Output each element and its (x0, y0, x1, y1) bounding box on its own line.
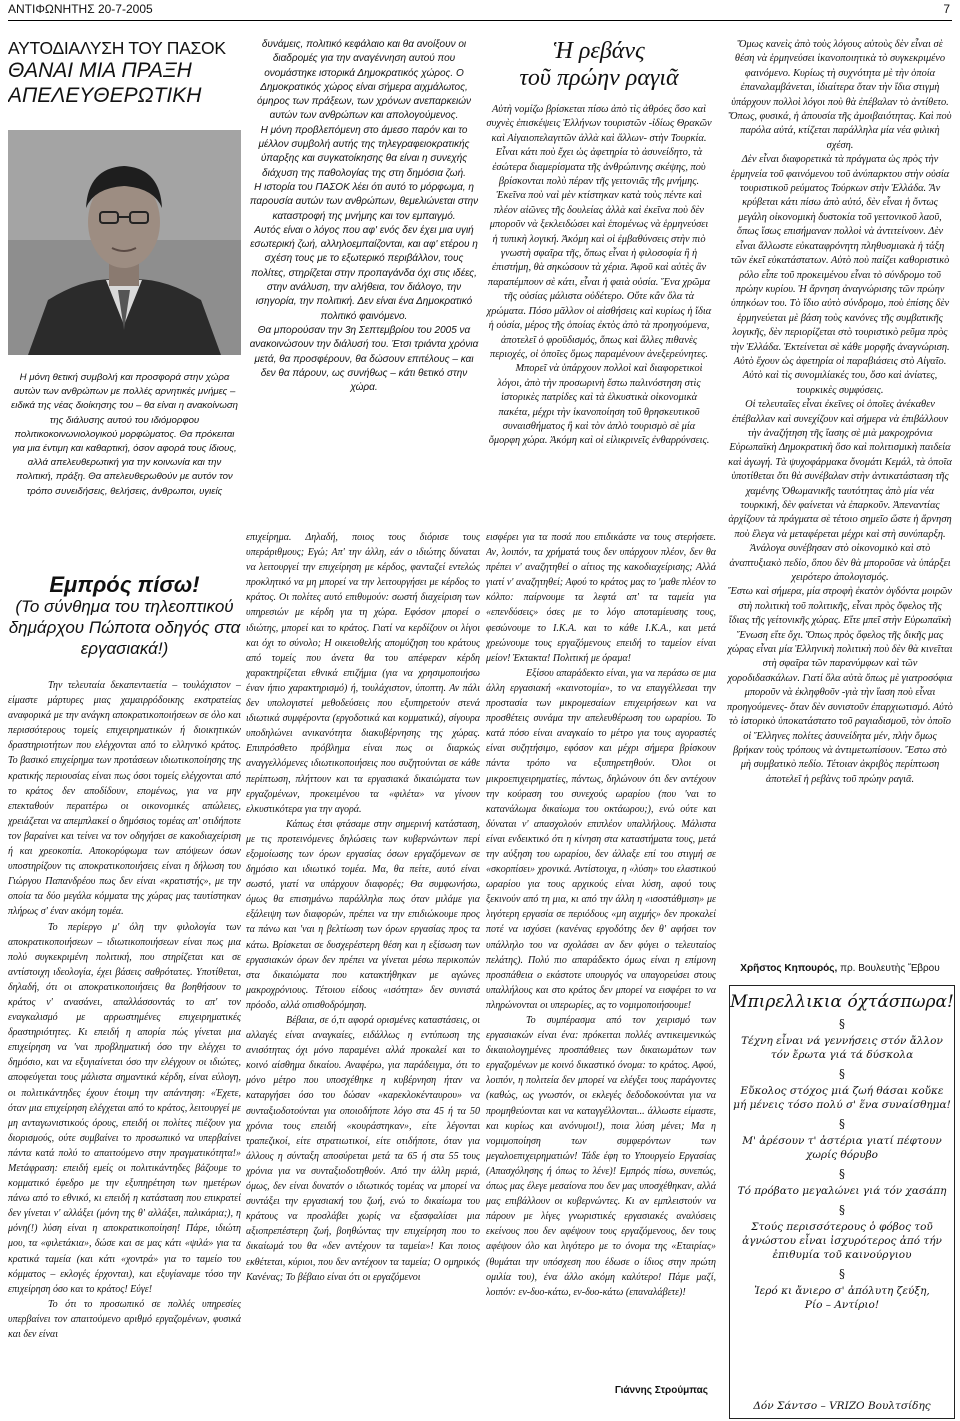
column-1 (8, 38, 241, 1418)
page-number: 7 (943, 2, 950, 16)
aphorism-line: Ρίο – Αντίριο! (804, 1299, 880, 1311)
aphorisms-author: Δόν Σάντσο – VRIZO Βουλτσίδης (753, 1400, 931, 1412)
aphorism-line: Ἱερό κι ἄνιερο σ' ἀπόλυτη ζεύξη, (754, 1285, 930, 1297)
article-2-column-3 (486, 530, 716, 1390)
paragraph: εισφέρει για τα ποσά που επιδικάστε να τους στερήσετε. Αν, λοιπόν, τα χρήματά τους δεν υπάρχουν πλέον, δεν θα πρέπει ν' αναζητηθεί ο αίτιος της κακοδιαχείρισης; Αλλά γιατί ν' αναζητηθεί; Αφού το κράτος μας το 'μαθε πλέον το κόλπο: παίρνουμε τα λεφτά απ' τα ταμεία για «επενδύσεις» όσες με το λόγο αποταμίευσης τους, φεσώνουμε το Ι.Κ.Α. και το κάθε Ι.Κ.Α., και μετά χρεώνουμε τους εργαζόμενους επειδή το ταμείον είναι μείον! Έκτακτα! Πολιτική με όραμα! (486, 532, 716, 664)
paragraph: Η ιστορία του ΠΑΣΟΚ λέει ότι αυτό το μόρφωμα, η παρουσία αυτών των ανθρώπων, θεμελιώνεται στην καταστροφή της μνήμης και τον εμπαιγμό. (249, 181, 479, 222)
paragraph: Κάπως έτσι φτάσαμε στην σημερινή κατάσταση, με τις προτεινόμενες δηλώσεις των κυβερνώντων περί εξομοίωσης των όρων εργασίας όσων εργαζόμενων σε δημόσιο και ιδιωτικό τομέα. Μα, θα πείτε, αυτό είναι σωστό, γιατί να υπάρχουν διαφορές; Θα συμφωνήσω, όμως θα επισημάνω παράλληλα πως όταν μιλάμε για εξάλειψη των διαφορών, πρέπει να την επιδιώκουμε προς τα πάνω και 'ναι η βελτίωση των όρων εργασίας προς τα κάτω. Βρίσκεται σε δυσχερέστερη θέση και η εξίσωση των εργασιακών όρων δεν πρέπει να γίνεται μέσω περικοπών στα δικαιώματα που κατακτήθηκαν με αγώνες μακροχρόνιους. Τέτοιου είδους «ισότητα» δεν συνιστά πρόοδο, αλλά οπισθοδρόμηση. (246, 818, 480, 1011)
paragraph: επιχείρημα. Δηλαδή, ποιος τους διόρισε τους υπεράριθμους; Εγώ; Απ' την άλλη, εάν ο ιδιώτης δύναται να λειτουργεί την επιχείρηση με κέρδος, φανταζεί εντελώς προκλητικό να μη μπορεί να την λειτουργήσει με κέρδος το κράτος. Οι πολίτες αυτό επιθυμούν: σωστή διαχείριση των υπηρεσιών με κέρδη για τη χώρα. Εφόσον μπορεί ο ιδιώτης, μπορεί και το κράτος. Γιατί να κερδίζουν οι λίγοι και όχι το σύνολο; Η οικειοθελής απομύζηση του κράτους από τομείς που άνετα θα του απέφεραν κέρδη χαρακτηρίζεται εθνικά επιζήμια (για να χρησιμοποιήσω έναν ήπιο χαρακτηρισμό) ή, τουλάχιστον, ύποπτη. Αν πάλι δεν υπολογιστεί μεθοδεύσεις που εξυπηρετούν στενά ιδιωτικά συμφέροντα (εργοδοτικά και κομματικά), σίγουρα υποδηλώνει ανικανότητα διακυβέρνησης της χώρας. Επιπρόσθετο πρόβλημα είναι πως οι διαρκώς αναγγελλόμενες ιδιωτικοποιήσεις που συζητούνται σε κάθε περίπτωση, πλήττουν και τα εργασιακά δικαιώματα των εργαζομένων, προκειμένου τα «φιλέτα» να γίνουν ελκυστικότερα για την αγορά. (246, 532, 480, 815)
section-separator: § (839, 1167, 845, 1181)
aphorism-line: μή μένεις τόσο πολύ σ' ἕνα συναίσθημα! (733, 1099, 951, 1111)
paragraph: Την τελευταία δεκαπενταετία – τουλάχιστον – είμαστε μάρτυρες μιας χαμαιρρόδοικης εκστρατείας αναφορικά με την ανάγκη αποκρατικοποιήσεων σε όλο και περισσότερους τομείς επιχειρηματικών ή διοικητικών δραστηριοτήτων που ελέγχονται από το ελληνικό κράτος. Το βασικό επιχείρημα των προτάσεων ιδιωτικοποίησης της κρατικής περιουσίας είναι πως όσοι τομείς ελέγχονται από το κράτος δεν αποδίδουν, επομένως, για να μην επεκταθούν περαιτέρω οι οικονομικές απώλειες, χρειάζεται να απεμπλακεί ο δημόσιος τομέας απ' οτιδήποτε τον βαραίνει και τείνει να τον οδηγήσει σε κακοδιαχείριση ή και χρεοκοπία. Αποκορύφωμα των απόψεων όσων υποστηρίζουν τις αποκρατικοποιήσεις είναι η δήλωση του Γιώργου Παπανδρέου πως δεν είναι «κρατιστής», με την οποία τα δύο μεγάλα κόμματα της χώρας μας ταυτίστηκαν πλήρως σ' έναν ακόμη τομέα. (8, 680, 241, 918)
aphorism-line: Τό πρόβατο μεγαλώνει γιά τόν χασάπη (737, 1185, 947, 1197)
article-title-line-2: ΑΠΕΛΕΥΘΕΡΩΤΙΚΗ (8, 84, 202, 107)
aphorism-line: τόν ἔρωτα γιά τά δύσκολα (770, 1049, 914, 1061)
paragraph: Η μόνη προβλεπόμενη στο άμεσο παρόν και το μέλλον συμβολή αυτής της τηλεγραφειοκρατικής ύπαρξης και συγκατοίκησης θα είναι η συνεχής διάχυση της παθολογίας της στη δημόσια ζωή. (258, 124, 470, 179)
portrait-figure (8, 130, 241, 355)
paragraph: Το περίεργο μ' όλη την φιλολογία των αποκρατικοποιήσεων – ιδιωτικοποιήσεων είναι πως μια πολύ συγκεκριμένη πολιτική, που στηρίζεται και σε αντίστοιχη ιδεολογία, έχει βάσεις σαθρότατες. Υποτίθεται, δηλαδή, ότι οι αποκρατικοποιήσεις θα βοηθήσουν το κράτος ν' ανασάνει, απαλλάσσοντάς το απ' τον εναγκαλισμό με αρρωστημένες επιχειρηματικές δραστηριότητες. Κι επειδή η απορία πώς γίνεται μια επιχείρηση να 'ναι προβληματική όσο την ελέγχει το δημόσιο, και να εξυγιαίνεται όσο την ελέγχουν οι ιδιώτες, αποφεύγεται τους μάλιστα σημαντικά κέρδη, είναι εύλογη, οι πολιτικάντηδες έχουν έτοιμη την απάντηση: «Έχετε, όταν μια επιχείρηση ελέγχεται από το κράτος, λειτουργεί με μη ανταγωνιστικούς όρους, επειδή οι πολίτες πιέζουν για διορισμούς, ούτε συμβαίνει το προσωπικό να υπερβαίνει πάντα κατά πολύ το απαιτούμενο στην πραγματικότητα!» Μετάφραση: επειδή εμείς οι πολιτικάντηδες βάζουμε το κομματικό έφεδρο με την εξυπηρέτηση των ημετέρων πάνω από το εθνικό, κι επειδή η κατάσταση που επικρατεί δεν γίνεται ν' αλλάξει (μόνη της θ' αλλάξει, παλικάρια;), η μόνη(!) λύση είναι η αποκρατικοποίηση! Πάρε, ιδιώτη μου, τα «φιλετάκια», δώσε και σε μας κάτι «ψιλά» για τα κρατικά ταμεία (και κάτι «χοντρά» για το ταμείο του κόμματος – εκλογές έρχονται), και εξυγίαναμε τόσο την επιχείρηση όσο και το κράτος! Εύγε! (8, 921, 241, 1295)
author-photo (8, 130, 241, 355)
paragraph: Οἱ τελευταῖες εἶναι ἐκεῖνες οἱ ὁποῖες ἀνέκαθεν ἐπέβαλλαν καὶ συνεχίζουν καὶ σήμερα νὰ ἐπιβάλλουν τὴν ἀναζήτηση τῆς ἴασης σὲ μιὰ μακροχρόνια Εὐρωπαϊκὴ Δημοκρατικὴ ὅσο καὶ πολιτισμικὴ παιδεία καὶ ἀγωγή. Τὰ ψυχοφάρμακα ὄνομάτι Κεμάλ, τὰ ὁποῖα ὑποτίθεται ὅτι θὰ συνέβαλαν στὴν ἀντικατάσταση τῆς χαμένης Ὀθωμανικῆς ταυτότητας ἀπὸ μία νέα τουρκική, δὲν φαίνεται νὰ ἐπαρκοῦν. Ἀπεναντίας ἀρχίζουν τὰ πράγματα σὲ τέτοιο σημεῖο ὥστε ἡ ἄρνηση ποὺ ἔλεγα νὰ μεταφέρεται μέχρι καὶ στὴ συνύπαρξη. Ἀνάλογα συνέβησαν στὸ οἰκονομικὸ καὶ στὸ ἀναπτυξιακὸ πεδίο, ὅπου δὲν θὰ μποροῦσε νὰ ὑπάρξει χειρότερο ἀπολογισμός. (728, 399, 952, 584)
article-2-body (8, 678, 241, 1418)
article-3-signature (727, 963, 953, 974)
article-3-title-line-1: Ἡ ρεβάνς (553, 38, 645, 64)
paragraph: δυνάμεις, πολιτικό κεφάλαιο και θα ανοίξουν οι διαδρομές για την αναγέννηση αυτού που ονομάστηκε ιστορικά Δημοκρατικός χώρος. Ο Δημοκρατικός χώρος είναι σήμερα αιχμάλωτος, όμηρος των πράξεων, των χρόνων ανεπαρκειών αυτών των ανθρώπων και απολογούμενος. (257, 39, 471, 122)
aphorism-line: ἐπιθυμία τοῦ καινούργιου (772, 1249, 912, 1261)
signature-title: πρ. Βουλευτὴς Ἕβρου (840, 963, 940, 974)
article-2-title: Εμπρός πίσω! (49, 572, 200, 597)
article-3-title-line-2: τοῦ πρώην ραγιᾶ (519, 65, 679, 91)
paragraph: Αυτός είναι ο λόγος που αφ' ενός δεν έχει μια υγιή εσωτερική ζωή, αλληλοεμπαίζονται, και αφ' ετέρου η σχέση τους με το εξωτερικό περιβάλλον, τους πολίτες, στηρίζεται στην προπαγάνδα όχι στις ιδέες, στην ανάλυση, την αλήθεια, τον διάλογο, την ισηγορία, την πολιτική. Δεν είναι ένα Δημοκρατικό πολιτικό φαινόμενο. (250, 224, 478, 322)
paragraph: Αὐτὴ νομίζω βρίσκεται πίσω ἀπὸ τὶς ἀθρόες ὅσο καὶ συχνὲς ἐπισκέψεις Ἑλλήνων τουριστῶν -ἰδίως Θρακῶν καὶ Αἰγαιοπελαγιτῶν ἀλλὰ καὶ ἄλλων- στὴν Τουρκία. Εἶναι κάτι ποὺ ἔχει ὡς ἀφετηρία τὸ ἀσυνείδητο, τὰ ἐσώτερα διαμερίσματα τῆς ἀνθρώπινης σκέψης, ποὺ βρίσκονται πολὺ πέραν τῆς γειτονιᾶς τῆς μνήμης. Ἐκεῖνα ποὺ ναὶ μὲν κτίστηκαν κατὰ τοὺς πέντε καὶ πλέον αἰῶνες τῆς δουλείας ἀλλὰ καὶ ἐκεῖνα ποὺ δὲν μποροῦν νὰ ξεκλειδώσει καὶ ἑπομένως νὰ ἑρμηνεύσει ἡ τυπικὴ λογική. Ἀκόμη καὶ οἱ ἐμβαθύνσεις στὴν πιὸ γνωστὴ σφαῖρα τῆς, ὅπως εἶναι ἡ φιλοσοφία ἢ ἡ ἐπιστήμη, θὰ σηκώσουν τὰ χέρια. Ἀφοῦ καὶ αὐτὲς ἂν παραπέμπουν σὲ κάτι, εἶναι ἡ φαιὰ οὐσία. Ἕνα χρῶμα τῆς οὐσίας μάλιστα οὐδέτερο. Οὔτε κἂν ὅλα τὰ χρώματα. Πόσο μᾶλλον οἱ αἰσθήσεις καὶ κυρίως ἡ ἴδια ἡ οὐσία, μέρος τῆς ὁποίας ἐκτὸς ἀπὸ τὰ προηγούμενα, ἀποτελεῖ ὁ φροϋδισμός, ὅπως καὶ ἄλλες πιθανὲς περιοχές, οἱ ὁποῖες ὅμως παραμένουν ἀνεξερεύνητες. (486, 104, 712, 360)
section-separator: § (839, 1203, 845, 1217)
aphorism-line: χωρίς θόρυβο (805, 1149, 879, 1161)
paragraph: Εξίσου απαράδεκτο είναι, για να περάσω σε μια άλλη εργασιακή «καινοτομία», το να επαγγέλλεσαι την προστασία των μικρομεσαίων επιχειρήσεων και να προσθέτεις συνάμα την απελευθέρωση του ωραρίου. Το κατά πόσο είναι αναγκαίο το μέτρο για τους αγοραστές είναι συζητήσιμο, εφόσον και μέχρι σήμερα βρίσκουν πάντα τρόπο να εξυπηρετηθούν. Όλοι οι μικροεπιχειρηματίες, πάντως, δηλώνουν ότι δεν αντέχουν την κούραση του συνεχούς ωραρίου (που 'ναι το κατανάλωμα δικαίωμα του οκτάωρου;), ενώ ούτε και δύναται ν' απασχολούν επιπλέον υπαλλήλους. Μάλιστα είναι ενδεικτικό ότι η κίνηση στα καταστήματα τους, μετά την αύξηση του ωραρίου, δεν άλλαξε επί του στιγμή σε «σκορπίσει» χρονικά. Αντίστοιχα, η «λύση» του ελαστικού ωραρίου για τους αρχικούς είναι λύση, αφού τους ξεκινούν από τη μια, κι από την άλλη η «ισοστάθμιση» με λιγότερη εργασία σε περιόδους «μη αιχμής» δεν προκαλεί ποτέ να ισχύσει (κανένας εργοδότης δεν θ' αφήσει τον υπάλληλο του να σχολάσει αν δεν φύγει ο τελευταίος πελάτης). Πολύ πιο απαράδεκτο όμως είναι η επίμονη προσπάθεια ο εκάστοτε υπουργός να υπαγορεύσει στους υπαλλήλους και στο κράτος δεν μπορεί να εισφέρει το να πληρώνονται οι υπερωρίες, ας το νομιμοποιήσουμε! (486, 667, 716, 1011)
page-header (8, 0, 952, 21)
article-2-signature: Γιάννης Στρούμπας (614, 1385, 708, 1396)
article-2-subtitle: (Το σύνθημα του τηλεοπτικού δημάρχου Πώποτα οδηγός στα εργασιακά!) (8, 597, 241, 658)
aphorisms-box (729, 985, 955, 1419)
article-3-body (486, 103, 712, 523)
paragraph: Δὲν εἶναι διαφορετικὰ τὰ πράγματα ὡς πρὸς τὴν ἑρμηνεία τοῦ φαινόμενου τοῦ ἀνύπαρκτου στὴν οὐσία τουριστικοῦ ρεύματος Τούρκων στὴν Ἑλλάδα. Ἂν κρύβεται κάτι πίσω ἀπὸ αὐτό, δὲν εἶναι ἡ ὄντως μεγάλη οἰκονομικὴ δυστοκία τοῦ γειτονικοῦ λαοῦ, ὅπως ἴσως επισήμαναν πολλοὶ νὰ ἀντιτείνουν. Δὲν εἶναι ἄλλωστε εὐκαταφρόνητη πληθυσμιακὰ ἡ τάξη τῶν ἐκεῖ εὐκατάστατων. Αὐτὸ ποὺ παίζει καθοριστικὸ ρόλο εἶπε τοῦ προκειμένου εἶναι τὸ σύνδρομο τοῦ πρώην κυρίου. Ἡ ἄρνηση ἀναγνώρισης τῶν πρώην ὑπηκόων του. Τὸ ἴδιο αὐτὸ σύνδρομο, ποὺ ἐπίσης δὲν ἑρμηνεύεται μὲ βάση τοὺς κανόνες τῆς συμβατικῆς λογικῆς, δὲν περιορίζεται στὸ τουριστικὸ ρεῦμα πρὸς τὴν Ἑλλάδα. Ἐκτείνεται σὲ κάθε μορφῆς ἀναγνώριση. Αὐτὸ ἔχουν ὡς ἀφετηρία οἱ παραβιάσεις στὸ Αἰγαῖο. Αὐτὸ καὶ τὶς συνομιλίακές του, ὅσο καὶ ἀνίατες, τουρκικὲς συμφύσεις. (730, 154, 950, 396)
publication-date: ΑΝΤΙΦΩΝΗΤΗΣ 20-7-2005 (8, 2, 153, 16)
paragraph: Το συμπέρασμα από τον χειρισμό των εργασιακών είναι ένα: πρόκειται πολλές αντικειμενικώς δικαιολογημένες προσπάθειες των δικαιωμάτων των εργαζομένων με κοινό δικαστικό όνομα: το κράτος. Αφού, λοιπόν, η πολιτεία δεν μπορεί να ελέγξει τους παράγοντες (καθώς, ως γνωστόν, οι εκλεγές δεδοδοκούνται για να προμηθεύονται και να καταγγέλλονται... άλλωστε είμαστε, και κυρίως και ανόνυμοι!), ποια λύση μένει; Μα η νομιμοποίηση των συμφερόντων των μεγαλοεπιχειρηματιών! Τάδε έφη το Υπουργείο Εργασίας (Απασχόλησης ή όπως το λένε)! Εμπρός πίσω, συνεπώς, όπως μας έλεγε μεσαίονα που δεν μας υποσχέθηκαν, αλλά μας επιβάλλουν οι κυβερνώντες. Κι αν εμπλειστούν να πάρουν με λίγες γνωριστικές εργασιακές αναλύσεις εκείνους που δεν αφέψουν τους εργαζόμενους, δεν τους αφέψουν όλο και λιγότερο με το όνομα της «Εταιρίας» (θυμάται την υπόσχεση που έδωσε ο ίδιος στην πρώτη ομιλία του), ένα άλλο ακόμη καλύτερο! Πάμε μαζί, λοιπόν: εν-δυο-κάτω, εν-δυο-κάτω (επαναλάβετε)! (486, 1015, 716, 1298)
article-3-continuation (727, 38, 953, 958)
aphorism-line: Εὔκολος στόχος μιά ζωή θάσαι κοὔκε (740, 1085, 944, 1097)
paragraph: Ἔστω καὶ σήμερα, μία στροφὴ ἐκατὸν ὀγδόντα μοιρῶν στὴ πολιτικὴ τοῦ πολιτικῆς, εἶναι πρὸς ὄφελος τῆς ἴδιας τῆς γείτονικῆς χώρας. Εἴτε μπεῖ στὴν Εὐρωπαϊκὴ Ἕνωση εἴτε ὄχι. Ὅπως πρὸς ὄφελος τῆς δικῆς μας χώρας εἶναι μία Ἑλληνικὴ πολιτικὴ ποὺ δὲν θὰ κινεῖται στὴ σφαῖρα τῶν παρανύμφων καὶ τῶν χοροδιδασκάλων. Γιατί ὅλα αὐτὰ ὅπως μὲ γιατροσόφια μποροῦν νὰ ἐκληφθοῦν -γιὰ τὴν ἴαση ποὺ εἶναι προηγούμενες- ὅταν δὲν συνιστοῦν ἐπαρχιωτισμό. Αὐτὸ τὸ ἱστορικὸ ὑποκατάστατο τοῦ ραγιαδισμοῦ, τὸν ὁποῖο οἱ Ἕλληνες πολίτες ἀσυνείδητα μέν, πλὴν ὅμως βρήκαν τοὺς τρόπους νὰ ἀντιμετωπίσουν. Ἔστω στὸ μὴ συμβατικὸ πεδίο. Τέτοιαν ἀκριβὸς περίπτωση ἀποτελεῖ ἡ ρεβὰνς τοῦ πρώην ραγιᾶ. (727, 586, 953, 785)
aphorism-line: Στούς περισσότερους ὁ φόβος τοῦ (751, 1221, 933, 1233)
article-title-line-1: ΘΑΝΑΙ ΜΙΑ ΠΡΑΞΗ (8, 59, 192, 82)
article-kicker: ΑΥΤΟΔΙΑΛΥΣΗ ΤΟΥ ΠΑΣΟΚ (8, 38, 226, 58)
paragraph: Θα μπορούσαν την 3η Σεπτεμβρίου του 2005 να ανακοινώσουν την διάλυσή του. Έτσι τριάντα χρόνια μετά, θα προσφέρουν, θα δώσουν επιτέλους – και δεν θα πάρουν, ως συνήθως – κάτι θετικό στην χώρα. (249, 324, 479, 394)
aphorism-line: Τέχνη εἶναι νά γεννήσεις στόν ἄλλον (741, 1035, 943, 1047)
article-2-column-2 (246, 530, 480, 1420)
aphorism-line: ἀγνώστου εἶναι ἰσχυρότερος ἀπό τήν (742, 1235, 942, 1247)
paragraph: Βέβαια, σε ό,τι αφορά ορισμένες καταστάσεις, οι αλλαγές είναι αναγκαίες, ειδάλλως η εντύπωση της ανισότητας όχι μόνο παραμένει αλλά προκαλεί και το κοινό αίσθημα δικαίου. Αναφέρω, για παράδειγμα, ότι το μόνο μέτρο που υποσχέθηκε η κυβέρνηση ήταν να καταργήσει όσο του δώσαν «καρεκλοκένταυρου» να συνταξιοδοτούνται για οποιοδήποτε λόγο στα 45 ή τα 50 χρόνια τους επειδή «κουράστηκαν», είτε λέγονται τραπεζικοί, είτε στρατιωτικοί, είτε οτιδήποτε, όταν για άλλους η σύνταξη αποσύρεται μετά τα 65 ή στα 55 τους χρόνια για να συνταξιοδοτηθούν. Από την άλλη μεριά, όμως, δεν είναι δυνατόν ο ιδιωτικός τομέας να μπορεί να συντάξει την εργασιακή του ζωή, ενώ το δικαίωμα του κράτους να προσλάβει χωρίς να εξασφαλίσει μια αξιοπρεπέστερη ζωή, βοηθώντας την επιχείρηση που το δικαίωμά του θα «δεν αντέχουν τα ταμεία»! Και ποιος εκθέτεται, κύριοι, που δεν αντέχουν τα ταμεία; Ο ομηρικός Κανένας; Το βέβαιο είναι ότι οι εργαζόμενοι (246, 1015, 480, 1283)
paragraph: Το ότι το προσωπικό σε πολλές υπηρεσίες υπερβαίνει τον απαιτούμενο αριθμό εργαζομένων, φυσικά και δεν είναι (8, 1298, 241, 1341)
section-separator: § (839, 1117, 845, 1131)
aphorisms-title: Μπιρελλικια όχτάσπωρα! (730, 992, 954, 1012)
section-separator: § (839, 1267, 845, 1281)
paragraph: Μπορεῖ νὰ ὑπάρχουν πολλοὶ καὶ διαφορετικοὶ λόγοι, ἀπὸ τὴν προσωρινὴ ἔστω παλινόστηση στὶς ἱστορικὲς πατρίδες καὶ τὰ ἑλκυστικὰ οἰκονομικὰ πακέτα, μέχρι τὴν ἱκανοποίηση τοῦ θρησκευτικοῦ συναισθήματος ἢ καὶ τὸν ἁπλὸ τουρισμὸ σὲ μία ὄμορφη χώρα. Ἀκόμη καὶ οἱ εἰλικρινεῖς ἐνθαρρύνσεις. (488, 363, 710, 447)
article-intro: Η μόνη θετική συμβολή και προσφορά στην χώρα αυτών των ανθρώπων με πολλές αρνητικές μνήμες – ειδικά της νέας διοίκησης του – θα είναι η ανακοίνωση της διάλυσης αυτού του ιδιόμορφου πολιτικοκοινωνιολογικού μορφώματος. Θα πρόκειται για μια έντιμη και καθαρτική, όσον αφορά τους ίδιους, αλλά απελευθερωτική για την κοινωνία και την πολιτική, πράξη. Θα απελευθερωθούν με αυτόν τον τρόπο συνειδήσεις, θελήσεις, άνθρωποι, υγιείς (11, 372, 238, 497)
article-1-continuation (246, 38, 482, 478)
section-separator: § (839, 1017, 845, 1031)
signature-name: Χρῆστος Κηπουρός, (740, 963, 838, 974)
article-3-heading (486, 38, 712, 98)
aphorism-line: Μ' ἀρέσουν τ' ἀστέρια γιατί πέφτουν (742, 1135, 942, 1147)
section-separator: § (839, 1067, 845, 1081)
paragraph: Ὅμως κανεὶς ἀπὸ τοὺς λόγους αὐτοὺς δὲν εἶναι σὲ θέση νὰ ἑρμηνεύσει ἱκανοποιητικὰ τὸ συγκεκριμένο φαινόμενο. Κυρίως τὴ συχνότητα μὲ τὴν ὁποία ἐπαναλαμβάνεται, ἰδιαίτερα ὅταν τὴν ἴδια στιγμὴ ὑπάρχουν πολλοὶ λόγοι ποὺ θὰ ἐπέβαλαν τὸ ἀντίθετο. Ὅπως, φυσικά, ἡ ἀπουσία τῆς ἀμοιβαιότητας. Καὶ ποὺ παρόλα αὐτά, κτίζεται παράλληλα μία νέα φιλικὴ σχέση. (728, 39, 952, 151)
